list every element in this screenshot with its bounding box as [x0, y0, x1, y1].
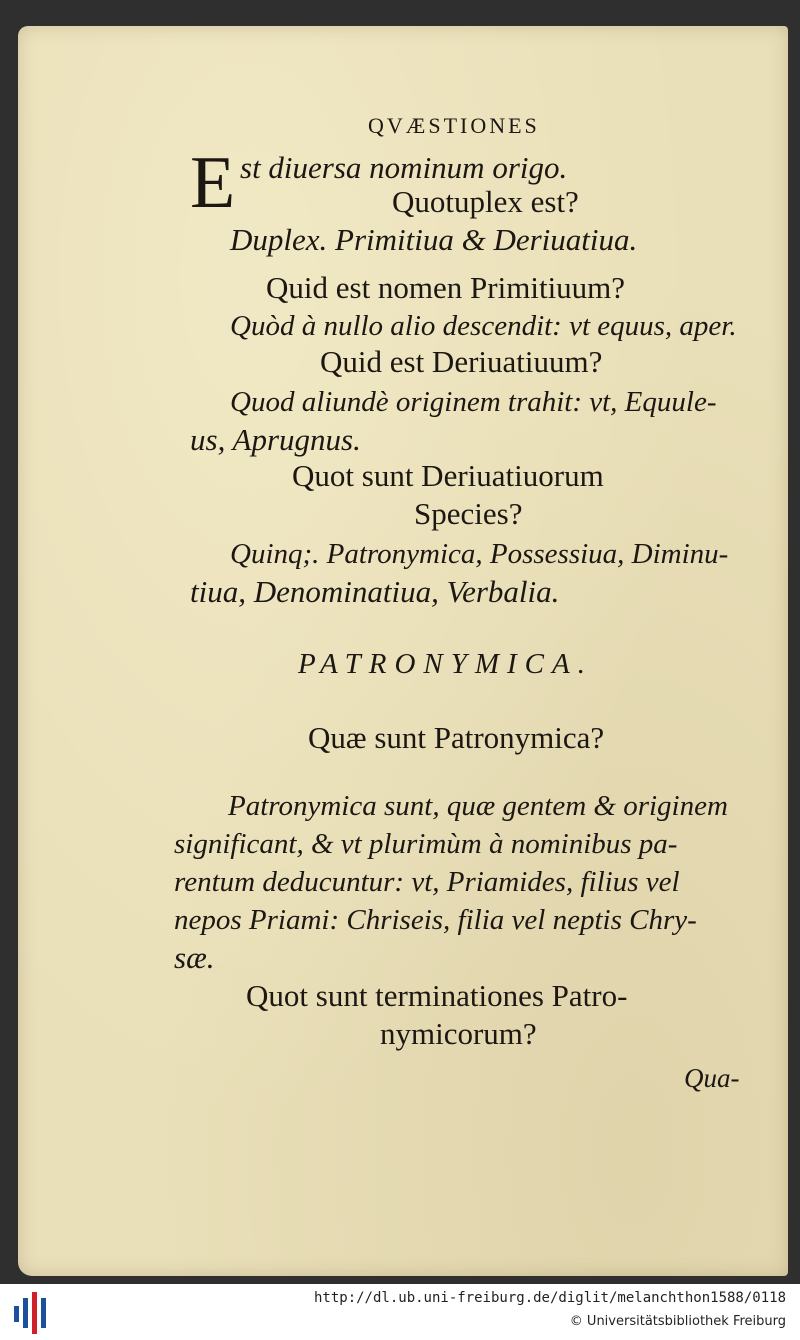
question-line: Quot sunt Deriuatiuorum: [292, 458, 604, 493]
answer-line: tiua, Denominatiua, Verbalia.: [190, 574, 560, 609]
answer-line: Quòd à nullo alio descendit: vt equus, aper.: [230, 310, 737, 342]
question-line: nymicorum?: [380, 1016, 537, 1051]
copyright-text: © Universitätsbibliothek Freiburg: [569, 1314, 786, 1329]
question-line: Quid est nomen Primitiuum?: [266, 270, 626, 305]
question-line: Quot sunt terminationes Patro-: [246, 978, 628, 1013]
answer-line: sæ.: [174, 940, 215, 975]
question-line: Quid est Deriuatiuum?: [320, 344, 603, 379]
section-heading: PATRONYMICA.: [298, 648, 593, 680]
answer-line: us, Aprugnus.: [190, 422, 361, 457]
answer-line: significant, & vt plurimùm à nominibus pa-: [174, 828, 678, 860]
page-url-link[interactable]: http://dl.ub.uni-freiburg.de/diglit/melanchthon1588/0118: [313, 1290, 786, 1306]
drop-initial: E: [190, 142, 236, 224]
question-line: Quotuplex est?: [392, 184, 579, 219]
running-head: QVÆSTIONES: [368, 113, 540, 138]
answer-line: rentum deducuntur: vt, Priamides, filius vel: [174, 866, 680, 898]
book-page: [18, 26, 788, 1276]
answer-line: Quod aliundè originem trahit: vt, Equule-: [230, 386, 717, 418]
text-line: st diuersa nominum origo.: [240, 150, 568, 185]
question-line: Species?: [414, 496, 523, 531]
answer-line: Patronymica sunt, quæ gentem & originem: [228, 790, 728, 822]
catchword: Qua-: [684, 1063, 740, 1093]
answer-line: nepos Priami: Chriseis, filia vel neptis Chry-: [174, 904, 697, 936]
question-line: Quæ sunt Patronymica?: [308, 720, 605, 755]
answer-line: Quinq;. Patronymica, Possessiua, Diminu-: [230, 538, 729, 570]
ub-freiburg-logo-icon: [14, 1292, 54, 1334]
viewer-footer: [0, 1284, 800, 1340]
answer-line: Duplex. Primitiua & Deriuatiua.: [230, 222, 638, 257]
